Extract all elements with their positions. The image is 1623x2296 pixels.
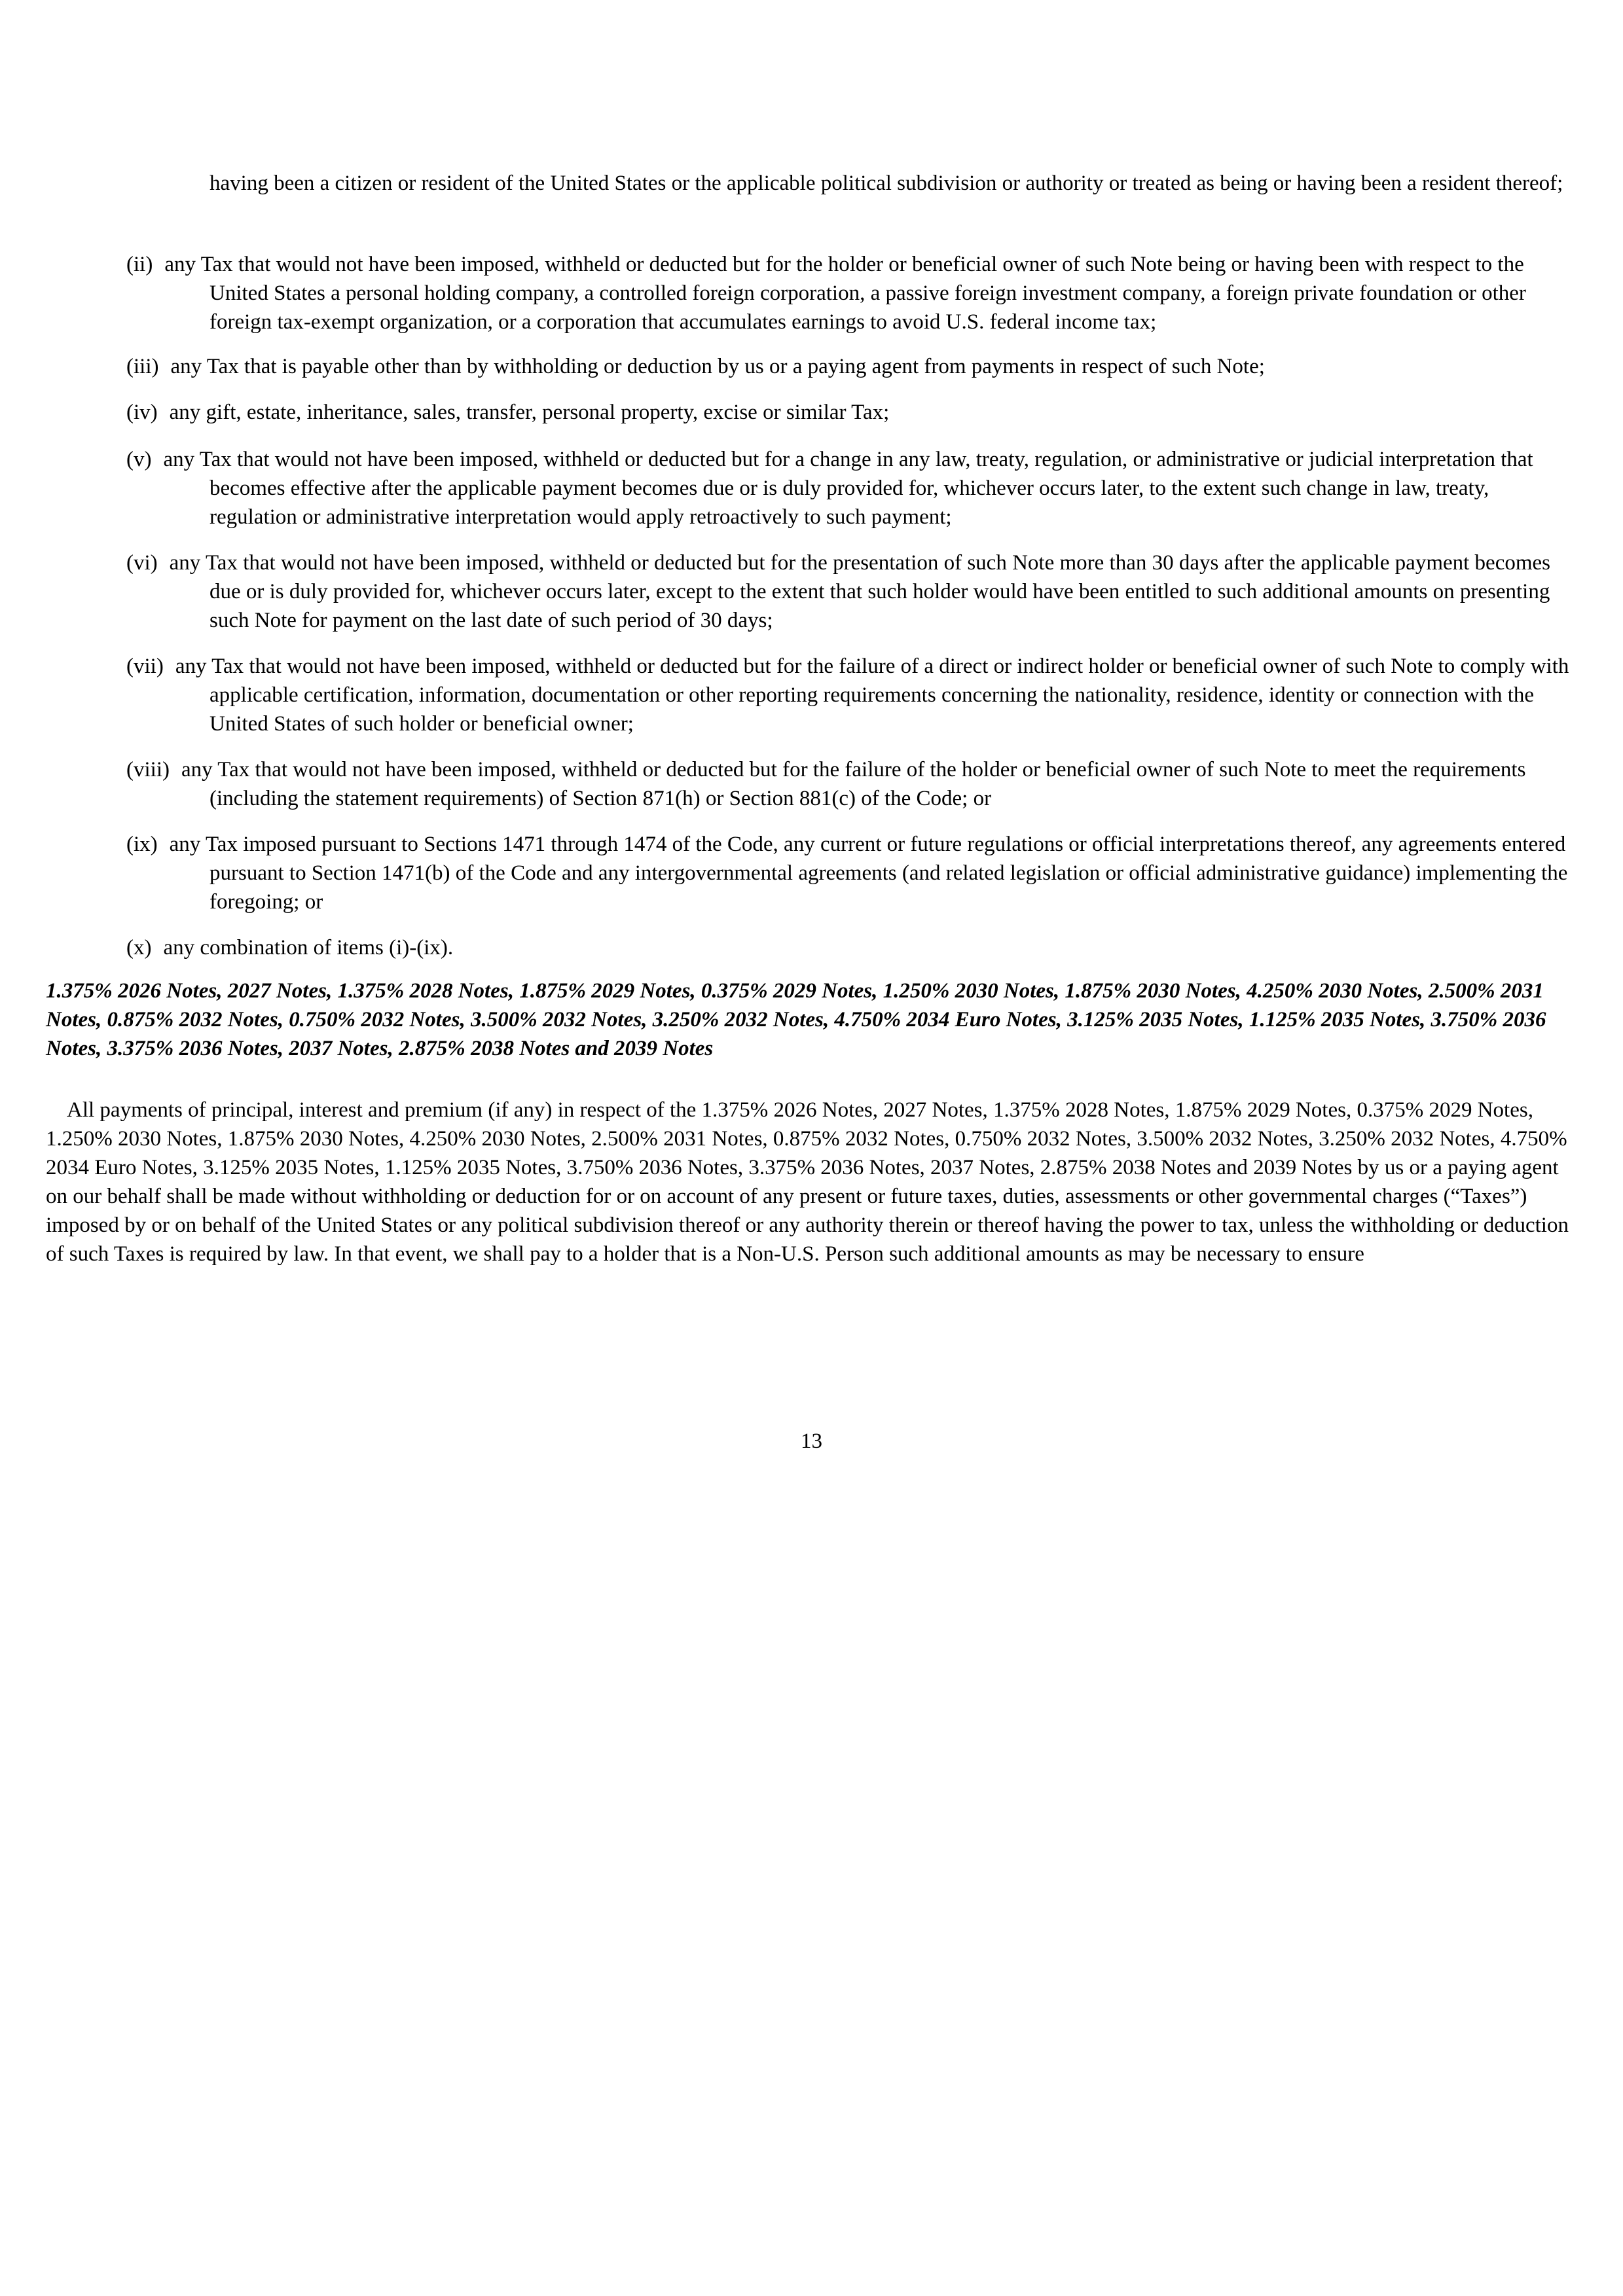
list-item-text: any Tax that would not have been imposed, withheld or deducted but for the holder or beneficial owner of such Note being or having been with respect to the United States a personal holding company, a controlled foreign corporation, a passive foreign investment company, a foreign private foundation or other foreign tax-exempt organization, or a corporation that accumulates earnings to avoid U.S. federal income tax;	[164, 253, 1526, 334]
list-item-vi	[126, 548, 1580, 635]
list-item-vii	[126, 652, 1580, 738]
list-item-ii	[126, 250, 1580, 336]
list-item-ix	[126, 830, 1580, 916]
section-heading: 1.375% 2026 Notes, 2027 Notes, 1.375% 2028 Notes, 1.875% 2029 Notes, 0.375% 2029 Notes, 1.250% 2030 Notes, 1.875% 2030 Notes, 4.250% 2030 Notes, 2.500% 2031 Notes, 0.875% 2032 Notes, 0.750% 2032 Notes, 3.500% 2032 Notes, 3.250% 2032 Notes, 4.750% 2034 Euro Notes, 3.125% 2035 Notes, 1.125% 2035 Notes, 3.750% 2036 Notes, 3.375% 2036 Notes, 2037 Notes, 2.875% 2038 Notes and 2039 Notes	[46, 979, 1546, 1060]
list-item-label: (viii)	[126, 758, 170, 781]
list-item-text: any Tax that would not have been imposed, withheld or deducted but for the failure of the holder or beneficial owner of such Note to meet the requirements (including the statement requirements) of Section 871(h) or Section 881(c) of the Code; or	[181, 758, 1526, 810]
list-item-text: any gift, estate, inheritance, sales, transfer, personal property, excise or similar Tax;	[169, 401, 890, 424]
list-item-label: (iv)	[126, 401, 158, 424]
list-item-label: (vii)	[126, 655, 164, 678]
list-item-iv	[126, 398, 1580, 427]
body-paragraph: All payments of principal, interest and premium (if any) in respect of the 1.375% 2026 Notes, 2027 Notes, 1.375% 2028 Notes, 1.875% 2029 Notes, 0.375% 2029 Notes, 1.250% 2030 Notes, 1.875% 2030 Notes, 4.250% 2030 Notes, 2.500% 2031 Notes, 0.875% 2032 Notes, 0.750% 2032 Notes, 3.500% 2032 Notes, 3.250% 2032 Notes, 4.750% 2034 Euro Notes, 3.125% 2035 Notes, 1.125% 2035 Notes, 3.750% 2036 Notes, 3.375% 2036 Notes, 2037 Notes, 2.875% 2038 Notes and 2039 Notes by us or a paying agent on our behalf shall be made without withholding or deduction for or on account of any present or future taxes, duties, assessments or other governmental charges (“Taxes”) imposed by or on behalf of the United States or any political subdivision thereof or any authority therein or thereof having the power to tax, unless the withholding or deduction of such Taxes is required by law. In that event, we shall pay to a holder that is a Non-U.S. Person such additional amounts as may be necessary to ensure	[46, 1098, 1569, 1266]
list-item-label: (iii)	[126, 355, 159, 378]
list-item-label: (ix)	[126, 833, 158, 856]
continuation-paragraph: having been a citizen or resident of the United States or the applicable political subdivision or authority or treated as being or having been a resident thereof;	[210, 171, 1563, 195]
list-item-text: any Tax imposed pursuant to Sections 1471 through 1474 of the Code, any current or future regulations or official interpretations thereof, any agreements entered pursuant to Section 1471(b) of the Code and any intergovernmental agreements (and related legislation or official administrative guidance) implementing the foregoing; or	[169, 833, 1568, 914]
list-item-label: (v)	[126, 448, 152, 471]
list-item-label: (ii)	[126, 253, 153, 276]
list-item-text: any combination of items (i)-(ix).	[163, 936, 454, 960]
list-item-text: any Tax that would not have been imposed, withheld or deducted but for the failure of a direct or indirect holder or beneficial owner of such Note to comply with applicable certification, information, documentation or other reporting requirements concerning the nationality, residence, identity or connection with the United States of such holder or beneficial owner;	[175, 655, 1569, 736]
list-item-text: any Tax that would not have been imposed, withheld or deducted but for the presentation of such Note more than 30 days after the applicable payment becomes due or is duly provided for, whichever occurs later, except to the extent that such holder would have been entitled to such additional amounts on presenting such Note for payment on the last date of such period of 30 days;	[169, 551, 1551, 632]
list-item-text: any Tax that would not have been imposed, withheld or deducted but for a change in any law, treaty, regulation, or administrative or judicial interpretation that becomes effective after the applicable payment becomes due or is duly provided for, whichever occurs later, to the extent such change in law, treaty, regulation or administrative interpretation would apply retroactively to such payment;	[163, 448, 1533, 529]
list-item-text: any Tax that is payable other than by withholding or deduction by us or a paying agent from payments in respect of such Note;	[170, 355, 1265, 378]
list-item-label: (x)	[126, 936, 152, 960]
page-number: 13	[801, 1429, 822, 1453]
list-item-v	[126, 445, 1580, 531]
list-item-label: (vi)	[126, 551, 158, 575]
list-item-x	[126, 933, 1580, 962]
list-item-viii	[126, 755, 1580, 813]
list-item-iii	[126, 352, 1580, 381]
